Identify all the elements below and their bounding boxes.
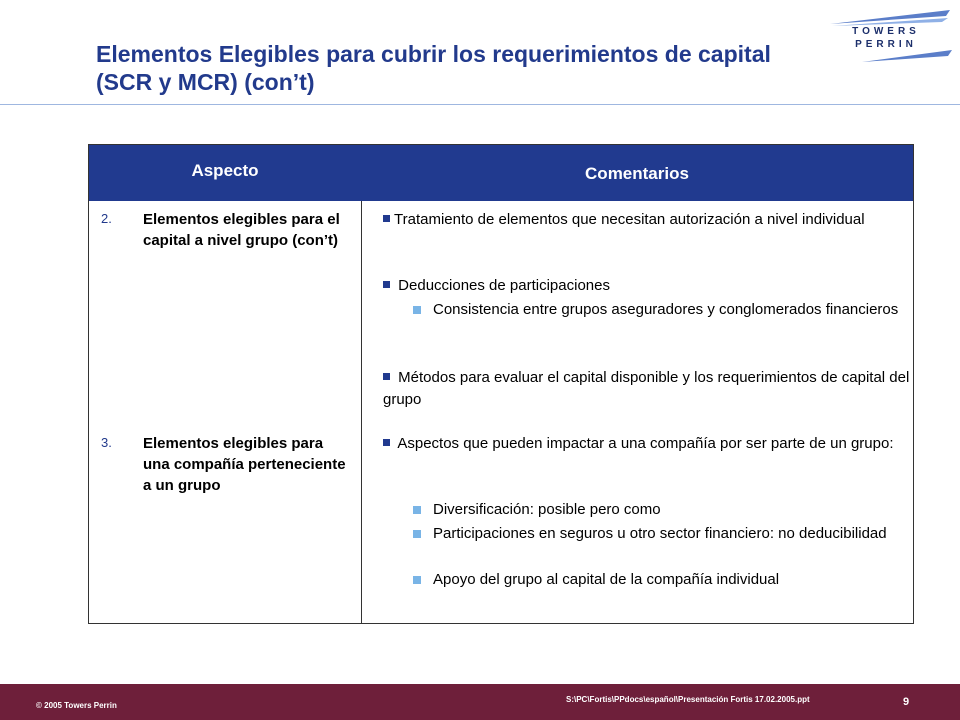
comment-sub-bullet <box>413 569 913 591</box>
aspect-text: Elementos elegibles para el capital a nivel grupo (con’t) <box>143 211 340 249</box>
column-divider <box>361 201 362 623</box>
slide-title <box>96 40 926 96</box>
square-bullet-icon <box>383 281 390 288</box>
towers-perrin-logo <box>822 6 954 68</box>
square-bullet-icon <box>413 530 421 538</box>
comment-bullet <box>383 209 911 231</box>
comment-sub-bullet <box>413 499 913 521</box>
comment-text: Deducciones de participaciones <box>398 277 610 294</box>
footer-file-path: S:\PC\Fortis\PPdocs\español\Presentación Fortis 17.02.2005.ppt <box>566 695 810 704</box>
square-bullet-icon <box>383 373 390 380</box>
header-aspecto: Aspecto <box>191 161 259 180</box>
square-bullet-icon <box>413 306 421 314</box>
footer-bar <box>0 684 960 720</box>
comment-sub-bullet <box>413 299 913 321</box>
comment-text: Métodos para evaluar el capital disponible y los requerimientos de capital del grupo <box>383 369 910 408</box>
page-number: 9 <box>903 696 910 708</box>
comment-bullet <box>383 275 911 297</box>
title-line-2: (SCR y MCR) (con’t) <box>96 69 315 95</box>
comment-sub-bullet <box>413 523 913 545</box>
logo-text-towers: TOWERS <box>852 26 920 37</box>
aspect-text: Elementos elegibles para una compañía perteneciente a un grupo <box>143 435 346 494</box>
header-comentarios: Comentarios <box>585 164 689 183</box>
square-bullet-icon <box>413 506 421 514</box>
square-bullet-icon <box>413 576 421 584</box>
title-divider <box>0 104 960 105</box>
aspect-number: 2. <box>101 211 112 226</box>
table-header <box>89 145 913 201</box>
square-bullet-icon <box>383 439 390 446</box>
comment-text: Apoyo del grupo al capital de la compañía individual <box>433 571 780 588</box>
aspect-number: 3. <box>101 435 112 450</box>
comment-bullet <box>383 367 911 411</box>
comment-text: Aspectos que pueden impactar a una compañía por ser parte de un grupo: <box>397 435 894 452</box>
title-line-1: Elementos Elegibles para cubrir los requerimientos de capital <box>96 41 771 67</box>
comment-text: Consistencia entre grupos aseguradores y conglomerados financieros <box>433 301 899 318</box>
logo-text-perrin: PERRIN <box>855 39 917 50</box>
content-table <box>88 144 914 624</box>
footer-copyright: © 2005 Towers Perrin <box>36 701 117 710</box>
comment-text: Participaciones en seguros u otro sector financiero: no deducibilidad <box>433 525 887 542</box>
square-bullet-icon <box>383 215 390 222</box>
comment-bullet <box>383 433 911 455</box>
comment-text: Diversificación: posible pero como <box>433 501 661 518</box>
comment-text: Tratamiento de elementos que necesitan autorización a nivel individual <box>394 211 865 228</box>
